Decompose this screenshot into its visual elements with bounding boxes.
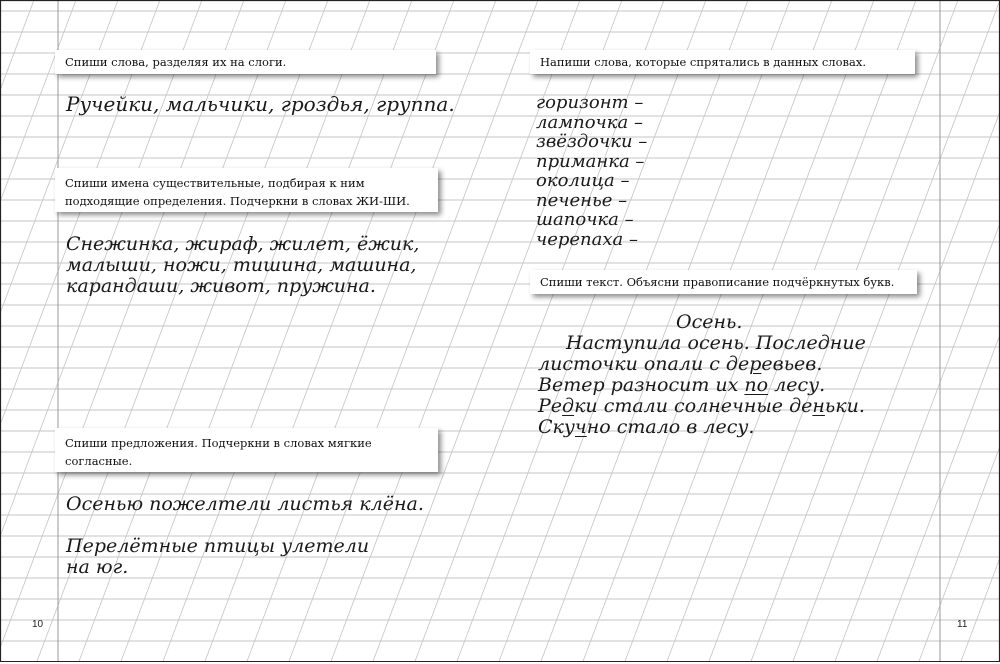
task5-text-line xyxy=(538,396,865,417)
underlined-letter: по xyxy=(744,374,769,396)
text-segment: лесу. xyxy=(768,374,826,396)
task3-instruction: Спиши предложения. Подчеркни в словах мягкие согласные. xyxy=(65,436,372,468)
page-number-right: 11 xyxy=(957,619,968,630)
text-segment: Ску xyxy=(538,416,575,438)
task3-answer-line-3: на юг. xyxy=(66,556,129,578)
task2-answer-line-1: Снежинка, жираф, жилет, ёжик, xyxy=(66,233,420,255)
task1-instruction: Спиши слова, разделяя их на слоги. xyxy=(65,55,287,69)
task2-answer-line-3: карандаши, живот, пружина. xyxy=(66,275,376,297)
task4-word: приманка – xyxy=(536,150,645,172)
task4-instruction-card xyxy=(530,50,915,74)
task1-answer: Ручейки, мальчики, гроздья, группа. xyxy=(66,92,455,116)
task1-instruction-card xyxy=(55,50,436,74)
text-segment: листочки опали с де xyxy=(538,353,750,375)
task2-answer-line-2: малыши, ножи, тишина, машина, xyxy=(66,254,417,276)
task5-title: Осень. xyxy=(676,311,743,333)
task4-word: печенье – xyxy=(536,189,628,211)
task3-instruction-card xyxy=(55,428,438,472)
task4-word: шапочка – xyxy=(536,209,634,230)
task5-text-line xyxy=(538,417,754,438)
underlined-letter: р xyxy=(749,353,762,375)
task4-word: околица – xyxy=(536,170,630,191)
text-segment: Ветер разносит их xyxy=(538,374,745,396)
task5-text-line xyxy=(566,333,866,354)
task4-word: черепаха – xyxy=(536,228,638,250)
task5-text-line xyxy=(538,354,822,375)
task3-answer-line-2: Перелётные птицы улетели xyxy=(66,535,370,557)
underlined-letter: н xyxy=(812,395,825,417)
text-segment: ки стали солнечные де xyxy=(574,395,813,417)
text-segment: евьев. xyxy=(761,353,823,375)
task4-instruction: Напиши слова, которые спрятались в данных словах. xyxy=(540,55,867,69)
text-segment: Наступила осень. Последние xyxy=(566,332,866,354)
text-segment: Ре xyxy=(538,395,563,417)
task4-word: звёздочки – xyxy=(536,131,648,152)
text-segment: но стало в лесу. xyxy=(586,416,755,438)
underlined-letter: ч xyxy=(574,416,587,438)
task5-instruction-card xyxy=(530,270,917,294)
underlined-letter: д xyxy=(562,395,575,417)
task4-word: горизонт – xyxy=(536,92,644,113)
task2-instruction: Спиши имена существительные, подбирая к ним подходящие определения. Подчеркни в словах ЖИ-ШИ. xyxy=(65,176,410,208)
task4-word: лампочка – xyxy=(536,111,643,133)
task2-instruction-card xyxy=(55,168,438,212)
task5-text-line xyxy=(538,375,825,396)
task5-instruction: Спиши текст. Объясни правописание подчёркнутых букв. xyxy=(540,275,895,289)
page-number-left: 10 xyxy=(32,619,44,630)
task3-answer-line-1: Осенью пожелтели листья клёна. xyxy=(66,493,424,515)
text-segment: ьки. xyxy=(824,395,865,417)
